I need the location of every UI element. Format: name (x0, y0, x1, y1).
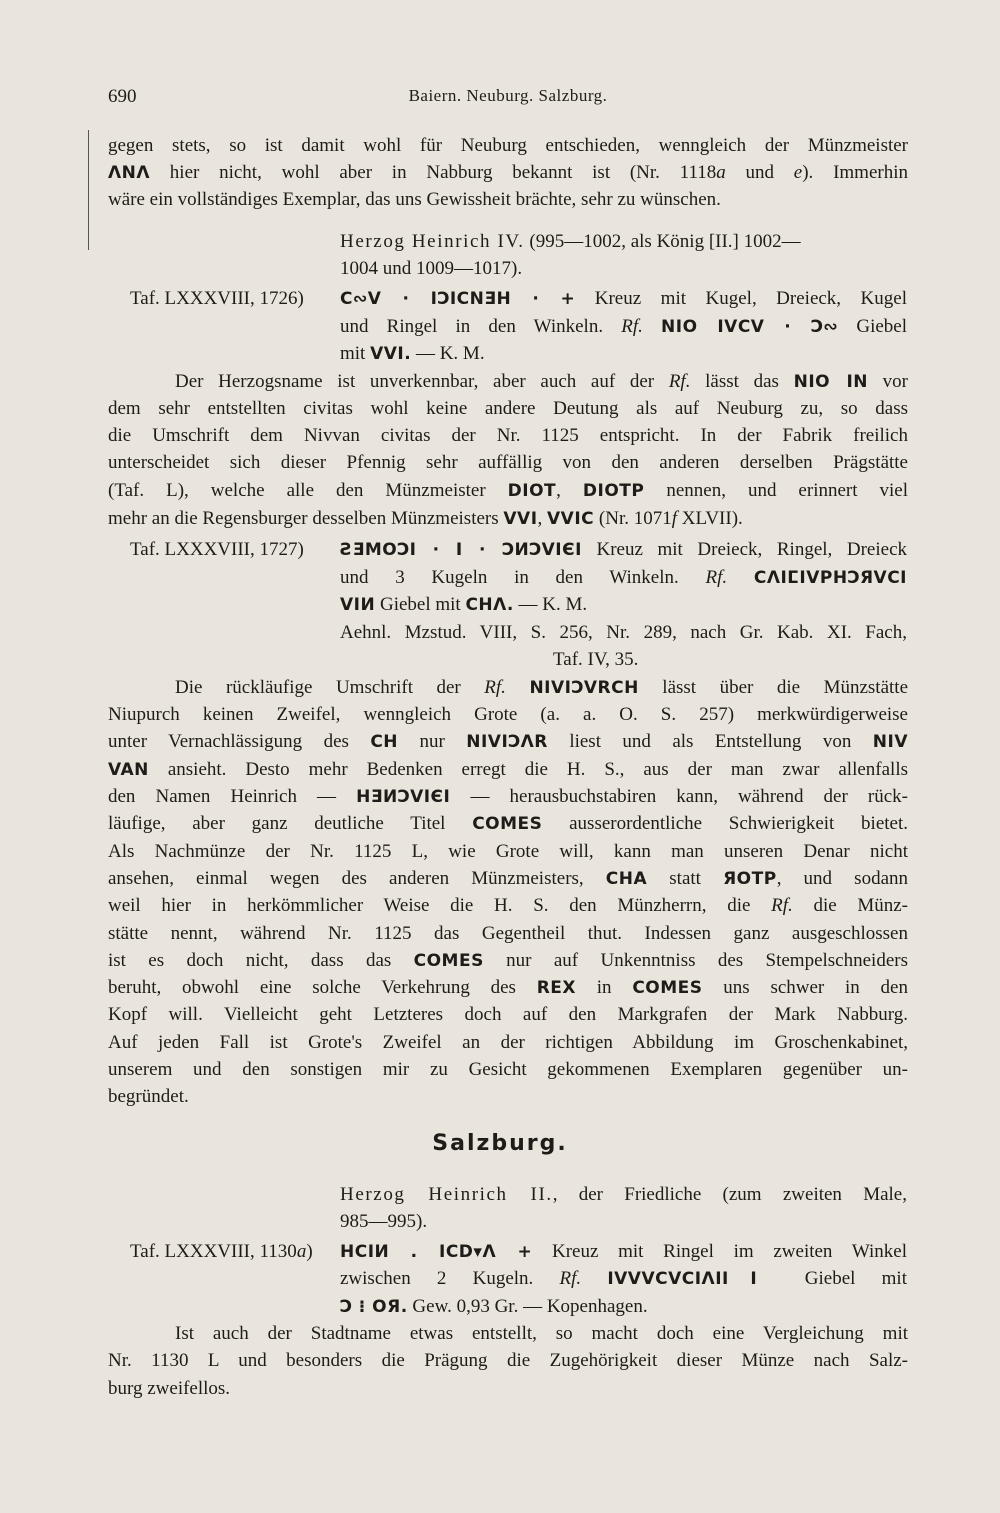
coin-legend: NIVIϽΛR (466, 732, 548, 752)
coin-legend: REX (536, 978, 576, 998)
plate-reference (130, 1240, 313, 1264)
coin-legend: DIOTP (582, 481, 645, 501)
ruler-name: Herzog Heinrich IV. (340, 231, 525, 252)
page-number: 690 (108, 86, 137, 107)
text-run: unter Vernachlässigung des (108, 731, 371, 752)
ruler-heading (340, 257, 522, 281)
text-run: a (716, 162, 726, 183)
entry-line (340, 1295, 648, 1319)
text-run: ist es doch nicht, dass das (108, 950, 414, 971)
text-run: , (556, 480, 583, 501)
coin-legend: CH (370, 732, 399, 752)
entry-line (340, 287, 907, 311)
text-run: Kreuz mit Ringel im zweiten Winkel (532, 1241, 907, 1262)
text-run: — K. M. (513, 594, 588, 615)
text-line: Nr. 1130 L und besonders die Prägung die Zugehörigkeit dieser Münze nach Salz- (108, 1350, 908, 1371)
text-run: Rf. (484, 677, 506, 698)
text-run: 1004 und 1009—1017). (340, 258, 523, 279)
text-run: Kreuz mit Kugel, Dreieck, Kugel (575, 288, 907, 309)
text-run: Giebel mit (375, 594, 466, 615)
text-run: ansieht. Desto mehr Bedenken erregt die H. S., aus der man zwar allenfalls (148, 759, 908, 780)
text-line (108, 134, 908, 158)
text-run: Kreuz mit Dreieck, Ringel, Dreieck (581, 539, 907, 560)
text-run: Rf. (668, 371, 691, 392)
coin-legend: C∾V · IϽICNƎH · + (340, 289, 576, 309)
text-run: zwischen 2 Kugeln. (340, 1268, 560, 1289)
text-run: Die rückläufige Umschrift der (175, 677, 485, 698)
text-run: und Ringel in den Winkeln. (340, 316, 622, 337)
coin-legend: CHA (605, 869, 648, 889)
text-line (108, 758, 908, 782)
text-run: (Taf. L), welche alle den Münzmeister (108, 480, 508, 501)
text-run: — herausbuchstabiren kann, während der rück- (450, 786, 908, 807)
text-run (506, 677, 530, 698)
plate-reference: Taf. LXXXVIII, 1727) (130, 539, 304, 560)
text-line: unserem und den sonstigen mir zu Gesicht gekommenen Exemplaren gegenüber un- (108, 1059, 908, 1080)
text-line (175, 370, 908, 394)
text-run: den Namen Heinrich — (108, 786, 357, 807)
entry-line (340, 342, 485, 366)
text-line (108, 188, 721, 212)
text-line (108, 867, 908, 891)
text-run: liest und als Entstellung von (547, 731, 873, 752)
text-run: (995—1002, als König [II.] 1002— (524, 231, 801, 252)
text-run: statt (647, 868, 724, 889)
text-run: , der Friedliche (zum zweiten Male, (552, 1184, 907, 1205)
text-line: Niupurch keinen Zweifel, wenngleich Grote (a. a. O. S. 257) merkwürdigerweise (108, 704, 908, 725)
text-line (108, 894, 908, 918)
text-run: uns schwer in den (702, 977, 908, 998)
text-line (108, 976, 908, 1000)
entry-line (340, 538, 907, 562)
text-line (175, 676, 908, 700)
text-run: f (671, 508, 677, 529)
text-run: Rf. (705, 567, 728, 588)
text-run: weil hier in herkömmlicher Weise die H. S. den Münzherrn, die (108, 895, 772, 916)
text-run: ausserordentliche Schwierigkeit bietet. (542, 813, 908, 834)
ruler-heading (340, 1183, 907, 1207)
coin-legend: HƎИϽVIЄI (356, 787, 451, 807)
coin-legend: COMES (413, 951, 484, 971)
margin-pencil-mark (88, 130, 89, 250)
text-run: beruht, obwohl eine solche Verkehrung des (108, 977, 537, 998)
coin-legend: NIV (872, 732, 908, 752)
text-run: ansehen, einmal wegen des anderen Münzmeisters, (108, 868, 606, 889)
text-run: lässt das (690, 371, 794, 392)
text-run: vor (868, 371, 909, 392)
text-run: mehr an die Regensburger desselben Münzmeisters (108, 508, 504, 529)
citation: Taf. IV, 35. (553, 649, 639, 670)
text-run: lässt über die Münzstätte (638, 677, 908, 698)
entry-line (340, 566, 907, 590)
text-run: hier nicht, wohl aber in Nabburg bekannt ist (Nr. 1118 (150, 162, 717, 183)
text-run: die Münz- (792, 895, 908, 916)
text-line: stätte nennt, während Nr. 1125 das Gegentheil thut. Indessen ganz ausgeschlossen (108, 923, 908, 944)
text-run: a (296, 1241, 307, 1262)
text-run: , und sodann (776, 868, 908, 889)
coin-legend: NIO IN (793, 372, 868, 392)
text-run: gegen stets, so ist damit wohl für Neuburg entschieden, wenngleich der Münzmeister (108, 135, 908, 156)
text-line: Ist auch der Stadtname etwas entstellt, so macht doch eine Vergleichung mit (175, 1323, 908, 1344)
text-run: Gew. 0,93 Gr. — Kopenhagen. (407, 1296, 648, 1317)
citation: Aehnl. Mzstud. VIII, S. 256, Nr. 289, nach Gr. Kab. XI. Fach, (340, 622, 907, 643)
text-run: Giebel (838, 316, 907, 337)
text-run: und (725, 162, 794, 183)
coin-legend: NIVIϽVRCH (529, 678, 639, 698)
text-run: Rf. (559, 1268, 582, 1289)
coin-legend: VIИ (340, 595, 376, 615)
coin-legend: ƧƎMOϽI · I · ϽИϽVIЄI (340, 540, 582, 560)
text-run: läufige, aber ganz deutliche Titel (108, 813, 473, 834)
ruler-heading: 985—995). (340, 1211, 428, 1232)
coin-legend: ΛNΛ (108, 163, 151, 183)
text-run: Giebel mit (778, 1268, 907, 1289)
text-line (108, 479, 908, 503)
text-run: Rf. (771, 895, 793, 916)
text-run: XLVII). (677, 508, 743, 529)
coin-legend: VVI. (370, 344, 412, 364)
coin-legend: VVIC (547, 509, 595, 529)
coin-legend: DIOT (507, 481, 557, 501)
text-line: dem sehr entstellten civitas wohl keine andere Deutung als auf Neuburg zu, so dass (108, 398, 908, 419)
text-run: nur (398, 731, 467, 752)
text-line (108, 812, 908, 836)
coin-legend: COMES (472, 814, 543, 834)
text-line (108, 507, 743, 531)
coin-legend: IVVVCVCIΛIIⅠ (607, 1269, 779, 1289)
coin-legend: HCIИ . ICD▾Λ + (340, 1242, 533, 1262)
text-line: Als Nachmünze der Nr. 1125 L, wie Grote will, kann man unseren Denar nicht (108, 841, 908, 862)
text-line (108, 949, 908, 973)
text-line (108, 161, 908, 185)
section-heading: Salzburg. (432, 1131, 568, 1156)
coin-legend: Ͻ ⁝ OЯ. (340, 1297, 408, 1317)
text-line (108, 730, 908, 754)
text-run: mit (340, 343, 371, 364)
entry-line (340, 1240, 907, 1264)
entry-line (340, 593, 587, 617)
coin-legend: NIO IVCV · Ͻ∾ (661, 317, 839, 337)
text-run: wäre ein vollständiges Exemplar, das uns Gewissheit brächte, sehr zu wünschen. (108, 189, 721, 210)
text-run: e (793, 162, 803, 183)
running-title: Baiern. Neuburg. Salzburg. (408, 86, 608, 105)
text-line: Auf jeden Fall ist Grote's Zweifel an der richtigen Abbildung im Groschenkabinet, (108, 1032, 908, 1053)
text-run: und 3 Kugeln in den Winkeln. (340, 567, 706, 588)
coin-legend: CΛIⵎIVPHϽЯVCI (753, 568, 908, 588)
text-run: ) (306, 1241, 313, 1262)
text-run: , (537, 508, 548, 529)
coin-legend: COMES (632, 978, 703, 998)
text-run: (Nr. 1071 (594, 508, 672, 529)
coin-legend: VAN (108, 760, 149, 780)
coin-legend: CHΛ. (465, 595, 514, 615)
text-line: Kopf will. Vielleicht geht Letzteres doch auf den Markgrafen der Mark Nabburg. (108, 1004, 908, 1025)
text-run: nur auf Unkenntniss des Stempelschneiders (483, 950, 908, 971)
text-run: ). Immerhin (802, 162, 908, 183)
text-run: Rf. (621, 316, 643, 337)
text-run: nennen, und erinnert viel (644, 480, 908, 501)
text-run: — K. M. (411, 343, 485, 364)
coin-legend: VVI (503, 509, 538, 529)
text-run: Der Herzogsname ist unverkennbar, aber auch auf der (175, 371, 669, 392)
entry-line (340, 1267, 907, 1291)
coin-legend: ЯOTP (723, 869, 777, 889)
text-run: Taf. LXXXVIII, 1130 (130, 1241, 297, 1262)
ruler-name: Herzog Heinrich II. (340, 1184, 553, 1205)
text-line: die Umschrift dem Nivvan civitas der Nr. 1125 entspricht. In der Fabrik freilich (108, 425, 908, 446)
text-line (108, 785, 908, 809)
plate-reference: Taf. LXXXVIII, 1726) (130, 288, 304, 309)
text-line: unterscheidet sich dieser Pfennig sehr auffällig von den anderen derselben Prägstätte (108, 452, 908, 473)
text-line: burg zweifellos. (108, 1378, 231, 1399)
text-line: begründet. (108, 1086, 189, 1107)
entry-line (340, 315, 907, 339)
text-run: in (576, 977, 633, 998)
ruler-heading (340, 230, 801, 254)
